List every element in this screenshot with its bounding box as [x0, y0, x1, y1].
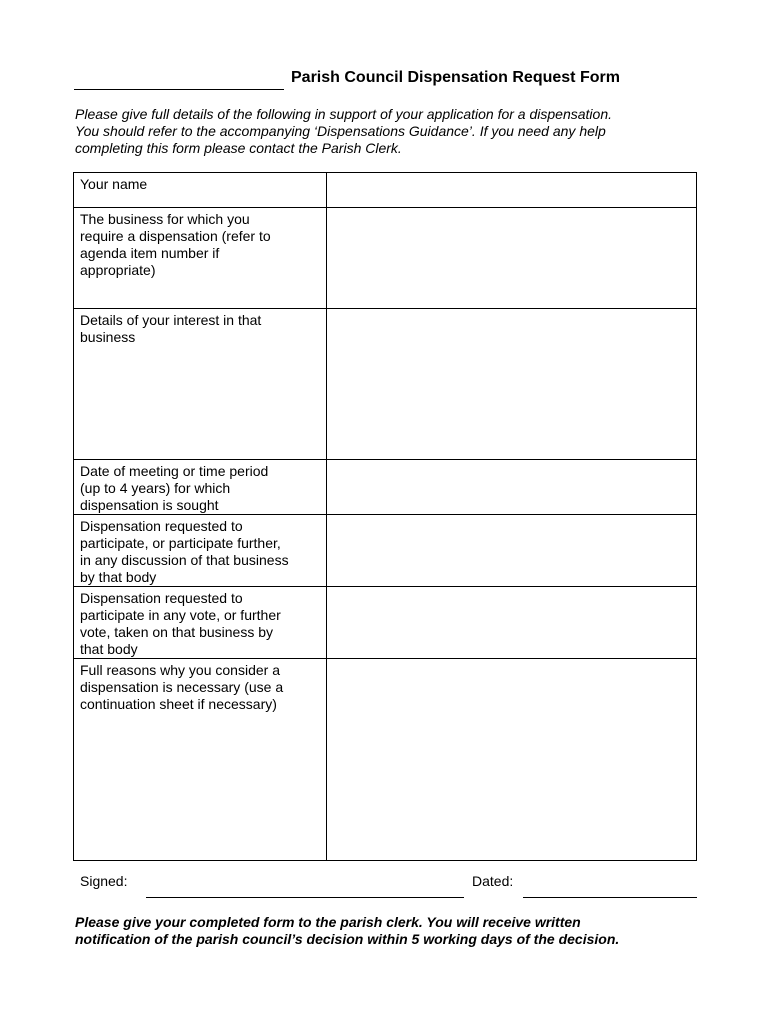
interest-details-field[interactable] [327, 309, 697, 460]
reasons-field[interactable] [327, 659, 697, 861]
vote-field[interactable] [327, 587, 697, 659]
row-label: Full reasons why you consider a dispensation is necessary (use a continuation sheet if necessary) [74, 659, 327, 861]
business-field[interactable] [327, 208, 697, 309]
dated-label: Dated: [472, 873, 514, 889]
signed-label: Signed: [80, 873, 128, 889]
form-row-discussion [74, 515, 697, 587]
form-row-meeting-date [74, 460, 697, 515]
your-name-field[interactable] [327, 173, 697, 208]
date-line[interactable] [523, 897, 697, 898]
form-row-name [74, 173, 697, 208]
intro-paragraph [75, 106, 705, 157]
form-row-reasons [74, 659, 697, 861]
intro-line: completing this form please contact the Parish Clerk. [75, 140, 402, 156]
meeting-date-field[interactable] [327, 460, 697, 515]
footer-line: Please give your completed form to the parish clerk. You will receive written [75, 914, 581, 930]
row-label: Details of your interest in that business [74, 309, 327, 460]
form-row-business [74, 208, 697, 309]
row-label: The business for which you require a dispensation (refer to agenda item number if appropriate) [74, 208, 327, 309]
row-label: Dispensation requested to participate in any vote, or further vote, taken on that business by that body [74, 587, 327, 659]
footer-note [75, 914, 619, 948]
row-label: Dispensation requested to participate, or participate further, in any discussion of that business by that body [74, 515, 327, 587]
row-label: Date of meeting or time period (up to 4 years) for which dispensation is sought [74, 460, 327, 515]
request-form-table [73, 172, 697, 861]
signature-line[interactable] [146, 897, 464, 898]
footer-line: notification of the parish council’s decision within 5 working days of the decision. [75, 931, 620, 947]
row-label: Your name [74, 173, 327, 208]
page-title: Parish Council Dispensation Request Form [291, 69, 620, 86]
intro-line: You should refer to the accompanying ‘Dispensations Guidance’. If you need any help [75, 123, 606, 139]
discussion-field[interactable] [327, 515, 697, 587]
intro-line: Please give full details of the following in support of your application for a dispensation. [75, 106, 612, 122]
form-row-vote [74, 587, 697, 659]
form-row-interest [74, 309, 697, 460]
title-underline [74, 89, 284, 90]
